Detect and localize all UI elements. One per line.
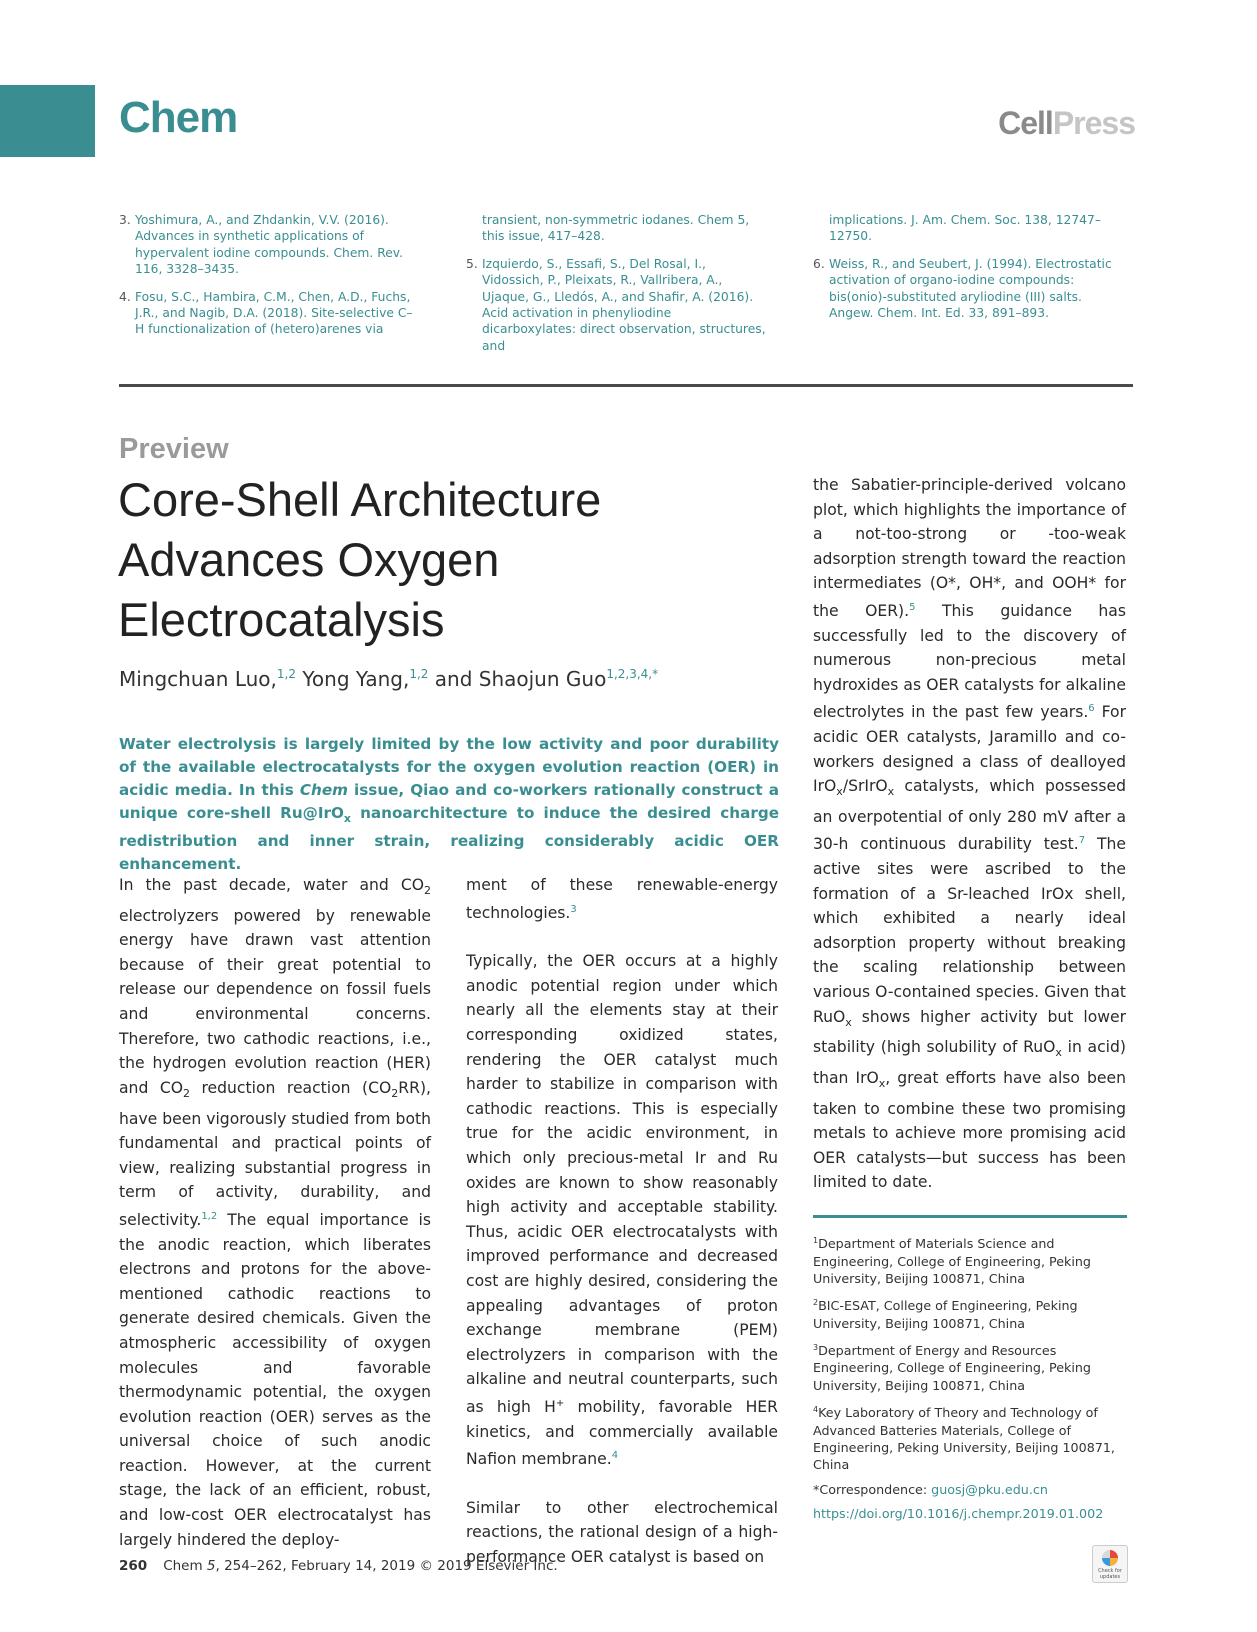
body-paragraph: Similar to other electrochemical reactions, the rational design of a high-performance OER catalyst is based on: [466, 1498, 778, 1567]
citation-link[interactable]: 5: [909, 601, 916, 613]
body-paragraph: ment of these renewable-energy technologies.$^3$: [466, 876, 778, 922]
body-column-1: [119, 873, 431, 1552]
citation-link[interactable]: 3: [570, 903, 577, 915]
article-type-label: Preview: [119, 433, 229, 465]
references-column-1: [119, 212, 419, 349]
reference-continuation[interactable]: transient, non-symmetric iodanes. Chem 5, this issue, 417–428.: [482, 213, 750, 244]
citation-link[interactable]: 1,2: [201, 1210, 218, 1222]
correspondence: *Correspondence: guosj@pku.edu.cn: [813, 1481, 1048, 1497]
reference-continuation[interactable]: implications. J. Am. Chem. Soc. 138, 12747–12750.: [829, 213, 1101, 244]
correspondence-email-link[interactable]: guosj@pku.edu.cn: [931, 1481, 1048, 1497]
check-for-updates-badge[interactable]: Check for updates: [1092, 1545, 1128, 1583]
citation-link[interactable]: 4: [611, 1450, 619, 1462]
reference-item[interactable]: 3. Yoshimura, A., and Zhdankin, V.V. (2016). Advances in synthetic applications of hypervalent iodine compounds. Chem. Rev. 116, 3328–3435.: [119, 213, 403, 277]
header-accent-block: [0, 85, 95, 157]
author-affiliation-sup[interactable]: 1,2: [409, 667, 429, 681]
affiliation-divider: [813, 1215, 1127, 1218]
body-column-2: [466, 873, 778, 1570]
doi: [813, 1505, 1127, 1522]
reference-item[interactable]: 4. Fosu, S.C., Hambira, C.M., Chen, A.D., Fuchs, J.R., and Nagib, D.A. (2018). Site-selective C–H functionalization of (hetero)arenes via: [119, 289, 413, 337]
affiliation-item: $^4$Key Laboratory of Theory and Technology of Advanced Batteries Materials, College of Engineering, Peking University, Beijing 100871, China: [813, 1405, 1115, 1473]
affiliations: [813, 1232, 1127, 1529]
author-list: [119, 667, 658, 691]
affiliation-item: $^1$Department of Materials Science and Engineering, College of Engineering, Peking University, Beijing 100871, China: [813, 1236, 1091, 1286]
article-title: Core-Shell Architecture Advances Oxygen Electrocatalysis: [118, 473, 602, 646]
page-number: 260: [119, 1558, 148, 1574]
body-paragraph: Typically, the OER occurs at a highly anodic potential region under which nearly all the elements stay at their corresponding oxidized states, rendering the OER catalyst much harder to stabilize in comparison with cathodic reactions. This is especially true for the acidic environment, in which only precious-metal Ir and Ru oxides are known to show reasonably high activity and acceptable stability. Thus, acidic OER electrocatalysts with improved performance and decreased cost are highly desired, considering the appealing advantages of proton exchange membrane (PEM) electrolyzers in comparison with the alkaline and neutral counterparts, such as high H+ mobility, favorable HER kinetics, and commercially available Nafion membrane.$^4$: [466, 952, 778, 1469]
doi-link[interactable]: https://doi.org/10.1016/j.chempr.2019.01.002: [813, 1505, 1104, 1521]
body-paragraph: In the past decade, water and $CO_2$ electrolyzers powered by renewable energy have drawn vast attention because of their great potential to release our dependence on fossil fuels and environmental concerns. Therefore, two cathodic reactions, i.e., the hydrogen evolution reaction (HER) and $CO_2$ reduction reaction $(CO_2RR)$, have been vigorously studied from both fundamental and practical points of view, realizing substantial progress in term of activity, durability, and selectivity.$^{1,2}$ The equal importance is the anodic reaction, which liberates electrons and protons for the above-mentioned cathodic reactions to generate desired chemicals. Given the atmospheric accessibility of oxygen molecules and favorable thermodynamic potential, the oxygen evolution reaction (OER) serves as the universal choice of such anodic reaction. However, at the current stage, the lack of an efficient, robust, and low-cost OER electrocatalyst has largely hindered the deploy-: [119, 876, 431, 1549]
body-paragraph: the Sabatier-principle-derived volcano plot, which highlights the importance of a not-too-strong or -too-weak adsorption strength toward the reaction intermediates (O*, OH*, and OOH* for the OER).$^5$ This guidance has successfully led to the discovery of numerous non-precious metal hydroxides as OER catalysts for alkaline electrolytes in the past few years.$^6$ For acidic OER catalysts, Jaramillo and co-workers designed a class of dealloyed IrO$_x$/SrIrO$_x$ catalysts, which possessed an overpotential of only 280 mV after a 30-h continuous durability test.$^7$ The active sites were ascribed to the formation of a Sr-leached IrOx shell, which exhibited a nearly ideal adsorption property without breaking the scaling relationship between various O-contained species. Given that RuO$_x$ shows higher activity but lower stability (high solubility of RuO$_x$ in acid) than IrO$_x$, great efforts have also been taken to combine these two promising metals to achieve more promising acid OER catalysts—but success has been limited to date.: [813, 476, 1127, 1192]
abstract: Water electrolysis is largely limited by the low activity and poor durability of the available electrocatalysts for the oxygen evolution reaction (OER) in acidic media. In this Chem issue, Qiao and co-workers rationally construct a unique core-shell Ru@IrO$_x$ nanoarchitecture to induce the desired charge redistribution and inner strain, realizing considerably acidic OER enhancement.: [119, 735, 779, 874]
author-name: Yong Yang,: [295, 667, 410, 691]
body-column-3: [813, 473, 1126, 1195]
author-affiliation-sup[interactable]: 1,2: [276, 667, 296, 681]
page-footer: 260 Chem 5, 254–262, February 14, 2019 © 2019 Elsevier Inc.: [119, 1558, 558, 1574]
references-column-2: [466, 212, 766, 365]
reference-item[interactable]: 5. Izquierdo, S., Essafi, S., Del Rosal, I., Vidossich, P., Pleixats, R., Vallribera, A., Ujaque, G., Lledós, A., and Shafir, A. (2016). Acid activation in phenyliodine dicarboxylates: direct observation, structures, and: [466, 256, 766, 353]
crossmark-icon: [1102, 1550, 1118, 1566]
citation-link[interactable]: 7: [1078, 835, 1086, 847]
publisher-logo: CellPress: [998, 105, 1135, 141]
references-column-3: [813, 212, 1113, 332]
affiliation-item: $^3$Department of Energy and Resources Engineering, College of Engineering, Peking University, Beijing 100871, China: [813, 1342, 1091, 1393]
author-name: Mingchuan Luo,: [119, 667, 277, 691]
reference-item[interactable]: 6. Weiss, R., and Seubert, J. (1994). Electrostatic activation of organo-iodine compounds: bis(onio)-substituted aryliodine (III) salts. Angew. Chem. Int. Ed. 33, 891–893.: [813, 256, 1112, 321]
section-divider: [119, 384, 1133, 387]
citation-link[interactable]: 6: [1088, 703, 1095, 715]
affiliation-item: $^2$BIC-ESAT, College of Engineering, Peking University, Beijing 100871, China: [813, 1298, 1078, 1331]
author-affiliation-sup[interactable]: 1,2,3,4,*: [606, 667, 659, 681]
journal-logo: Chem: [119, 93, 238, 142]
author-name: and Shaojun Guo: [428, 667, 607, 691]
